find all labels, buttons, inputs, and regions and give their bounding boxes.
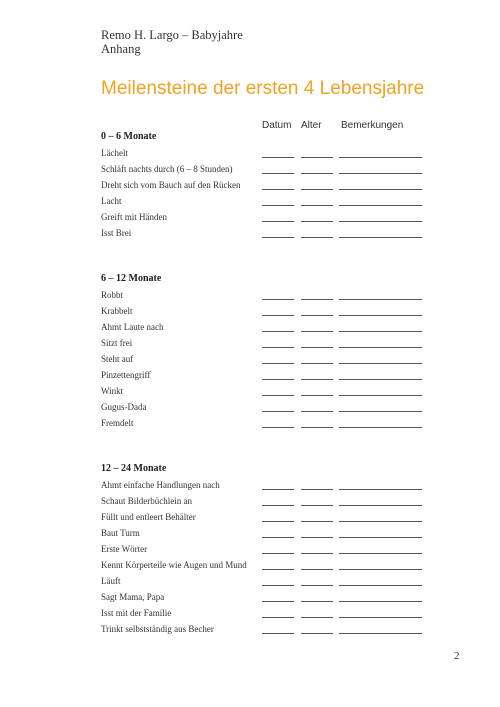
bemerkungen-blank[interactable] bbox=[339, 411, 422, 412]
alter-blank[interactable] bbox=[301, 237, 333, 238]
milestone-label: Lacht bbox=[101, 196, 122, 206]
datum-blank[interactable] bbox=[262, 521, 294, 522]
datum-blank[interactable] bbox=[262, 189, 294, 190]
bemerkungen-blank[interactable] bbox=[339, 489, 422, 490]
running-header bbox=[101, 28, 243, 56]
milestone-label: Erste Wörter bbox=[101, 544, 148, 554]
alter-blank[interactable] bbox=[301, 331, 333, 332]
bemerkungen-blank[interactable] bbox=[339, 427, 422, 428]
milestone-label: Pinzettengriff bbox=[101, 370, 151, 380]
alter-blank[interactable] bbox=[301, 173, 333, 174]
alter-blank[interactable] bbox=[301, 315, 333, 316]
milestone-row bbox=[101, 401, 431, 417]
bemerkungen-blank[interactable] bbox=[339, 395, 422, 396]
alter-blank[interactable] bbox=[301, 489, 333, 490]
bemerkungen-blank[interactable] bbox=[339, 537, 422, 538]
milestone-row bbox=[101, 289, 431, 305]
alter-blank[interactable] bbox=[301, 617, 333, 618]
bemerkungen-blank[interactable] bbox=[339, 601, 422, 602]
milestone-label: Trinkt selbstständig aus Becher bbox=[101, 624, 214, 634]
bemerkungen-blank[interactable] bbox=[339, 569, 422, 570]
milestone-label: Greift mit Händen bbox=[101, 212, 167, 222]
milestone-label: Schläft nachts durch (6 – 8 Stunden) bbox=[101, 164, 233, 174]
alter-blank[interactable] bbox=[301, 189, 333, 190]
bemerkungen-blank[interactable] bbox=[339, 221, 422, 222]
alter-blank[interactable] bbox=[301, 205, 333, 206]
section-12-24-months bbox=[101, 463, 431, 639]
alter-blank[interactable] bbox=[301, 411, 333, 412]
milestone-label: Sagt Mama, Papa bbox=[101, 592, 165, 602]
datum-blank[interactable] bbox=[262, 569, 294, 570]
alter-blank[interactable] bbox=[301, 221, 333, 222]
milestone-label: Ahmt einfache Handlungen nach bbox=[101, 480, 220, 490]
milestone-row bbox=[101, 337, 431, 353]
milestone-label: Steht auf bbox=[101, 354, 134, 364]
milestone-label: Ahmt Laute nach bbox=[101, 322, 164, 332]
milestone-row bbox=[101, 575, 431, 591]
datum-blank[interactable] bbox=[262, 633, 294, 634]
datum-blank[interactable] bbox=[262, 205, 294, 206]
alter-blank[interactable] bbox=[301, 569, 333, 570]
bemerkungen-blank[interactable] bbox=[339, 315, 422, 316]
milestone-label: Fremdelt bbox=[101, 418, 134, 428]
milestone-row bbox=[101, 211, 431, 227]
milestone-label: Isst mit der Familie bbox=[101, 608, 172, 618]
page-title: Meilensteine der ersten 4 Lebensjahre bbox=[101, 78, 425, 99]
bemerkungen-blank[interactable] bbox=[339, 205, 422, 206]
datum-blank[interactable] bbox=[262, 617, 294, 618]
datum-blank[interactable] bbox=[262, 411, 294, 412]
section-title: 0 – 6 Monate bbox=[101, 131, 157, 142]
datum-blank[interactable] bbox=[262, 363, 294, 364]
bemerkungen-blank[interactable] bbox=[339, 585, 422, 586]
datum-blank[interactable] bbox=[262, 173, 294, 174]
datum-blank[interactable] bbox=[262, 489, 294, 490]
header-author-title: Remo H. Largo – Babyjahre bbox=[101, 28, 243, 42]
bemerkungen-blank[interactable] bbox=[339, 157, 422, 158]
bemerkungen-blank[interactable] bbox=[339, 521, 422, 522]
datum-blank[interactable] bbox=[262, 315, 294, 316]
column-header-datum: Datum bbox=[262, 120, 292, 131]
bemerkungen-blank[interactable] bbox=[339, 299, 422, 300]
header-section: Anhang bbox=[101, 42, 141, 56]
milestone-label: Gugus-Dada bbox=[101, 402, 147, 412]
milestone-row bbox=[101, 385, 431, 401]
milestone-label: Sitzt frei bbox=[101, 338, 133, 348]
datum-blank[interactable] bbox=[262, 237, 294, 238]
column-header-bemerkungen: Bemerkungen bbox=[341, 120, 404, 131]
datum-blank[interactable] bbox=[262, 379, 294, 380]
milestone-row bbox=[101, 369, 431, 385]
bemerkungen-blank[interactable] bbox=[339, 633, 422, 634]
section-title: 6 – 12 Monate bbox=[101, 273, 162, 284]
bemerkungen-blank[interactable] bbox=[339, 331, 422, 332]
section-0-6-months bbox=[101, 131, 431, 243]
alter-blank[interactable] bbox=[301, 601, 333, 602]
bemerkungen-blank[interactable] bbox=[339, 189, 422, 190]
milestone-label: Baut Turm bbox=[101, 528, 140, 538]
alter-blank[interactable] bbox=[301, 505, 333, 506]
datum-blank[interactable] bbox=[262, 537, 294, 538]
alter-blank[interactable] bbox=[301, 363, 333, 364]
alter-blank[interactable] bbox=[301, 521, 333, 522]
milestone-label: Isst Brei bbox=[101, 228, 132, 238]
datum-blank[interactable] bbox=[262, 585, 294, 586]
milestone-label: Kennt Körperteile wie Augen und Mund bbox=[101, 560, 247, 570]
milestone-row bbox=[101, 417, 431, 433]
bemerkungen-blank[interactable] bbox=[339, 347, 422, 348]
datum-blank[interactable] bbox=[262, 299, 294, 300]
milestone-row bbox=[101, 179, 431, 195]
milestone-row bbox=[101, 479, 431, 495]
milestone-label: Lächelt bbox=[101, 148, 128, 158]
milestone-label: Dreht sich vom Bauch auf den Rücken bbox=[101, 180, 241, 190]
milestone-row bbox=[101, 495, 431, 511]
milestone-row bbox=[101, 511, 431, 527]
milestone-label: Robbt bbox=[101, 290, 124, 300]
section-6-12-months bbox=[101, 273, 431, 433]
milestone-label: Läuft bbox=[101, 576, 121, 586]
milestone-row bbox=[101, 227, 431, 243]
milestone-row bbox=[101, 163, 431, 179]
bemerkungen-blank[interactable] bbox=[339, 379, 422, 380]
datum-blank[interactable] bbox=[262, 505, 294, 506]
datum-blank[interactable] bbox=[262, 553, 294, 554]
datum-blank[interactable] bbox=[262, 427, 294, 428]
milestone-label: Krabbelt bbox=[101, 306, 133, 316]
bemerkungen-blank[interactable] bbox=[339, 237, 422, 238]
datum-blank[interactable] bbox=[262, 221, 294, 222]
page-number: 2 bbox=[454, 650, 460, 662]
alter-blank[interactable] bbox=[301, 379, 333, 380]
section-title: 12 – 24 Monate bbox=[101, 463, 167, 474]
milestone-row bbox=[101, 607, 431, 623]
alter-blank[interactable] bbox=[301, 347, 333, 348]
milestone-row bbox=[101, 543, 431, 559]
bemerkungen-blank[interactable] bbox=[339, 505, 422, 506]
alter-blank[interactable] bbox=[301, 299, 333, 300]
datum-blank[interactable] bbox=[262, 395, 294, 396]
alter-blank[interactable] bbox=[301, 633, 333, 634]
bemerkungen-blank[interactable] bbox=[339, 553, 422, 554]
alter-blank[interactable] bbox=[301, 585, 333, 586]
alter-blank[interactable] bbox=[301, 395, 333, 396]
datum-blank[interactable] bbox=[262, 347, 294, 348]
column-header-alter: Alter bbox=[301, 120, 322, 131]
alter-blank[interactable] bbox=[301, 157, 333, 158]
milestone-row bbox=[101, 623, 431, 639]
bemerkungen-blank[interactable] bbox=[339, 173, 422, 174]
datum-blank[interactable] bbox=[262, 157, 294, 158]
alter-blank[interactable] bbox=[301, 537, 333, 538]
alter-blank[interactable] bbox=[301, 427, 333, 428]
milestone-row bbox=[101, 305, 431, 321]
datum-blank[interactable] bbox=[262, 601, 294, 602]
bemerkungen-blank[interactable] bbox=[339, 363, 422, 364]
milestone-row bbox=[101, 321, 431, 337]
milestone-row bbox=[101, 353, 431, 369]
milestone-row bbox=[101, 147, 431, 163]
milestone-row bbox=[101, 527, 431, 543]
milestone-row bbox=[101, 559, 431, 575]
alter-blank[interactable] bbox=[301, 553, 333, 554]
milestone-label: Winkt bbox=[101, 386, 124, 396]
milestone-row bbox=[101, 591, 431, 607]
milestone-label: Schaut Bilderbüchlein an bbox=[101, 496, 192, 506]
datum-blank[interactable] bbox=[262, 331, 294, 332]
milestone-row bbox=[101, 195, 431, 211]
milestone-label: Füllt und entleert Behälter bbox=[101, 512, 196, 522]
bemerkungen-blank[interactable] bbox=[339, 617, 422, 618]
